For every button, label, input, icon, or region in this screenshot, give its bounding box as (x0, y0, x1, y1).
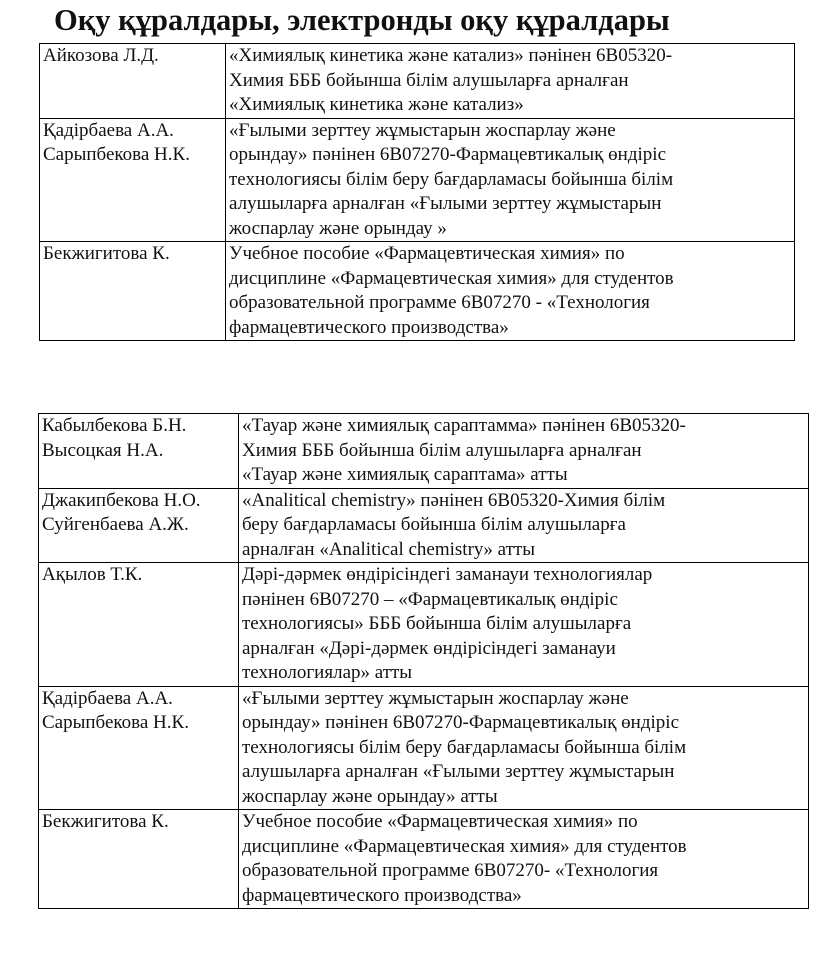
description-line: фармацевтического производства» (242, 884, 522, 906)
table-row (40, 44, 795, 119)
author-cell (40, 44, 226, 119)
author-name: Высоцкая Н.А. (42, 439, 164, 461)
author-name: Сарыпбекова Н.К. (42, 712, 189, 733)
description-cell (239, 810, 809, 909)
description-line: «Тауар және химиялық сараптамма» пәнінен 6В05320- (242, 415, 686, 436)
description-line: «Ғылыми зерттеу жұмыстарын жоспарлау және (242, 687, 629, 709)
table-row (39, 810, 809, 909)
description-line: Учебное пособие «Фармацевтическая химия» по (229, 243, 625, 264)
description-line: образовательной программе 6В07270- «Технология (242, 860, 659, 881)
textbooks-table-2 (38, 413, 809, 909)
description-line: Учебное пособие «Фармацевтическая химия» по (242, 811, 638, 832)
table-body (39, 414, 809, 909)
author-name: Джакипбекова Н.О. (42, 489, 201, 511)
author-name: Қадірбаева А.А. (42, 687, 173, 709)
description-line: дисциплине «Фармацевтическая химия» для студентов (229, 267, 674, 289)
description-line: арналған «Analitical chemistry» атты (242, 538, 535, 560)
description-line: технологиялар» атты (242, 662, 413, 683)
description-line: арналған «Дәрі-дәрмек өндірісіндегі заманауи (242, 637, 616, 659)
description-cell (239, 488, 809, 563)
author-name: Ақылов Т.К. (42, 564, 143, 585)
author-name: Сарыпбекова Н.К. (43, 144, 190, 165)
description-line: технологиясы білім беру бағдарламасы бойынша білім (229, 168, 674, 190)
description-line: фармацевтического производства» (229, 316, 509, 338)
author-name: Кабылбекова Б.Н. (42, 415, 187, 436)
description-line: Дәрі-дәрмек өндірісіндегі заманауи технологиялар (242, 564, 653, 585)
description-line: «Химиялық кинетика және катализ» (229, 94, 524, 115)
description-line: орындау» пәнінен 6В07270-Фармацевтикалық өндіріс (229, 144, 667, 165)
description-cell (226, 242, 795, 341)
description-line: «Analitical chemistry» пәнінен 6В05320-Химия білім (242, 489, 666, 511)
table-row (40, 242, 795, 341)
description-cell (239, 563, 809, 687)
description-line: «Ғылыми зерттеу жұмыстарын жоспарлау және (229, 119, 616, 141)
description-line: алушыларға арналған «Ғылыми зерттеу жұмыстарын (242, 761, 675, 782)
description-line: «Химиялық кинетика және катализ» пәнінен 6В05320- (229, 45, 673, 66)
description-line: жоспарлау және орындау » (229, 217, 447, 239)
description-cell (226, 118, 795, 242)
author-cell (39, 414, 239, 489)
author-name: Бекжигитова К. (42, 811, 169, 832)
description-line: технологиясы» БББ бойынша білім алушыларға (242, 613, 632, 634)
description-line: Химия БББ бойынша білім алушыларға арналған (242, 439, 642, 461)
author-name: Қадірбаева А.А. (43, 119, 174, 141)
description-line: «Тауар және химиялық сараптама» атты (242, 464, 568, 485)
table-row (39, 414, 809, 489)
description-line: алушыларға арналған «Ғылыми зерттеу жұмыстарын (229, 193, 662, 214)
description-line: жоспарлау және орындау» атты (242, 785, 498, 807)
description-line: беру бағдарламасы бойынша білім алушыларға (242, 514, 626, 535)
author-cell (39, 686, 239, 810)
author-cell (39, 810, 239, 909)
description-line: дисциплине «Фармацевтическая химия» для студентов (242, 835, 687, 857)
description-cell (239, 414, 809, 489)
table-row (39, 563, 809, 687)
author-cell (39, 488, 239, 563)
description-line: Химия БББ бойынша білім алушыларға арналған (229, 69, 629, 91)
description-line: орындау» пәнінен 6В07270-Фармацевтикалық өндіріс (242, 712, 680, 733)
author-cell (40, 118, 226, 242)
description-line: образовательной программе 6В07270 - «Технология (229, 292, 650, 313)
author-name: Суйгенбаева А.Ж. (42, 514, 189, 535)
author-name: Бекжигитова К. (43, 243, 170, 264)
textbooks-table-1 (39, 43, 795, 341)
author-cell (39, 563, 239, 687)
description-cell (239, 686, 809, 810)
author-name: Айкозова Л.Д. (43, 45, 159, 66)
description-line: пәнінен 6В07270 – «Фармацевтикалық өндіріс (242, 588, 618, 610)
page-title: Оқу құралдары, электронды оқу құралдары (54, 3, 670, 37)
description-line: технологиясы білім беру бағдарламасы бойынша білім (242, 736, 687, 758)
author-cell (40, 242, 226, 341)
table-body (40, 44, 795, 341)
table-row (39, 488, 809, 563)
description-cell (226, 44, 795, 119)
table-row (40, 118, 795, 242)
table-row (39, 686, 809, 810)
